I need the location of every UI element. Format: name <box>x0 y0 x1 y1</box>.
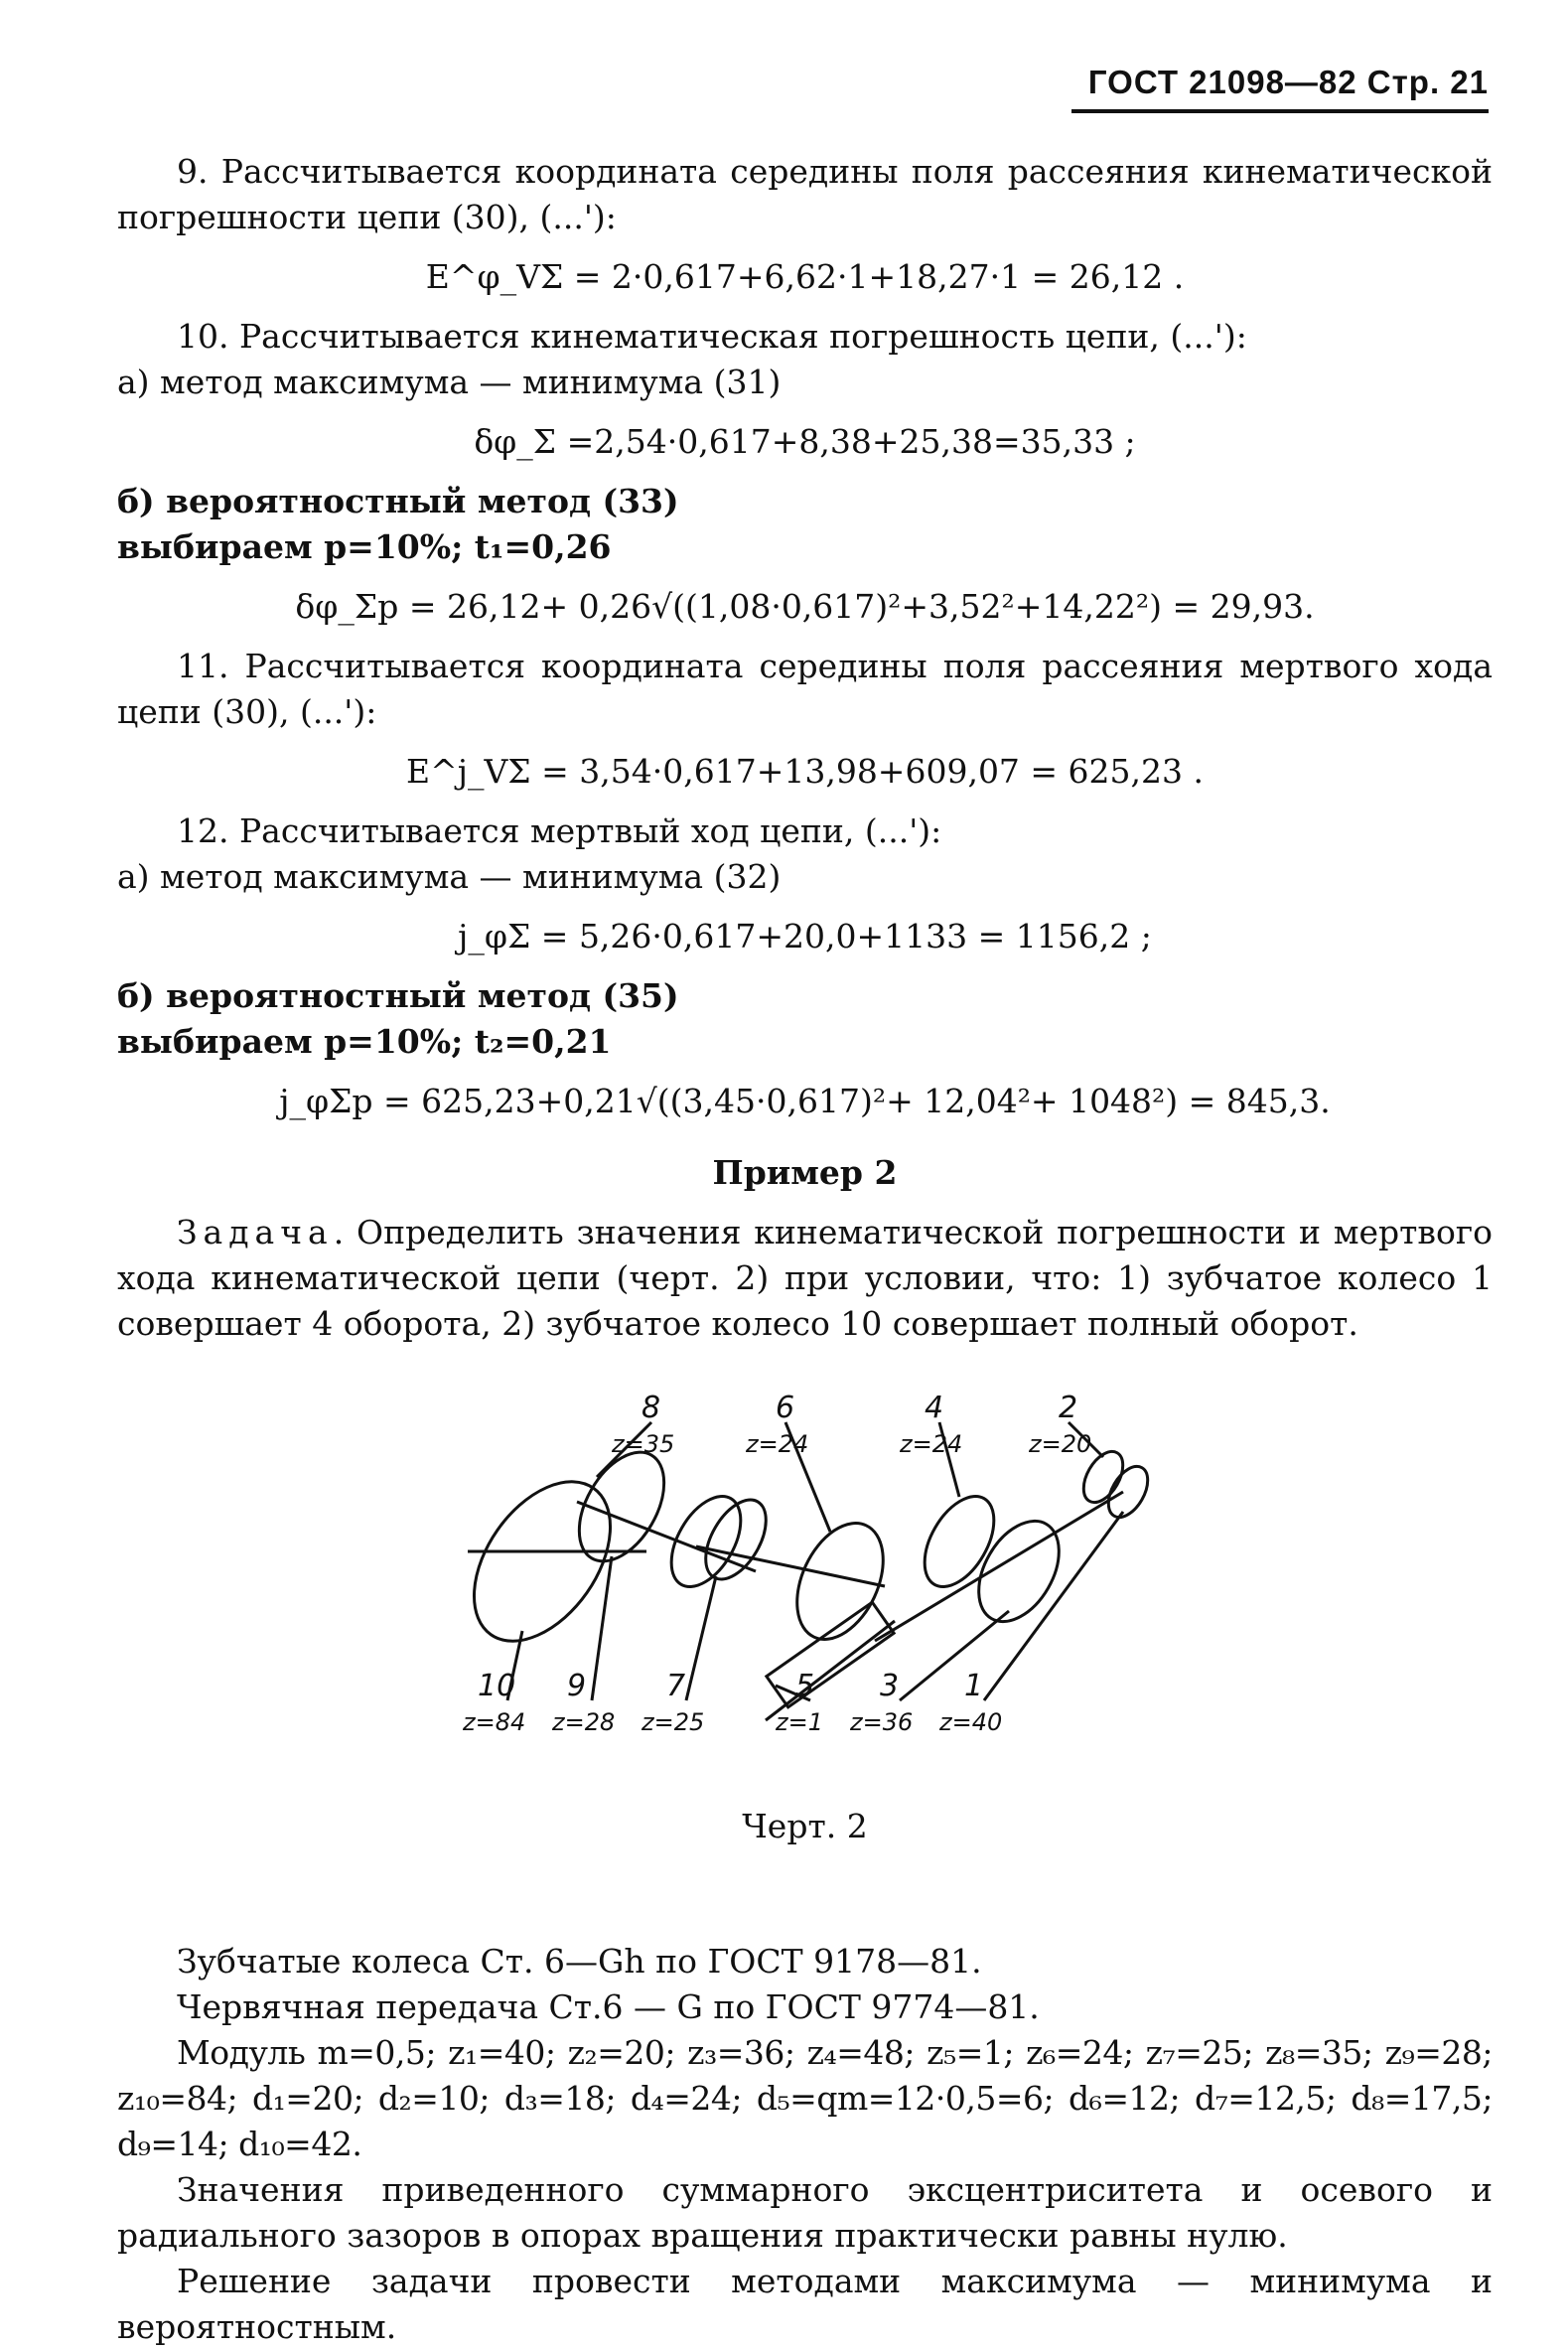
label-z-3: z=36 <box>849 1708 913 1736</box>
section-12-b-choose: выбираем p=10%; t₂=0,21 <box>117 1022 612 1061</box>
task-label: Задача <box>177 1213 334 1251</box>
label-z-1: z=40 <box>938 1708 1002 1736</box>
formula-j-phi-p: j_φΣp = 625,23+0,21√((3,45·0,617)²+ 12,04²+ 1048²) = 845,3. <box>279 1082 1331 1120</box>
gear-train-drawing <box>428 1383 1183 1780</box>
example-task <box>117 1210 1493 1347</box>
shaft-worm <box>766 1621 895 1720</box>
leader-7 <box>686 1576 716 1700</box>
notes-line-3: Модуль m=0,5; z₁=40; z₂=20; z₃=36; z₄=48; z₅=1; z₆=24; z₇=25; z₈=35; z₉=28; z₁₀=84; d₁=20; d₂=10; d₃=18; d₄=24; d₅=qm=12·0,5=6; d₆=12; d₇=12,5; d₈=17,5; d₉=14; d₁₀=42. <box>117 2033 1493 2163</box>
label-num-4: 4 <box>924 1391 943 1425</box>
label-num-9: 9 <box>566 1669 586 1703</box>
formula-e-j: E^j_VΣ = 3,54·0,617+13,98+609,07 = 625,23 . <box>405 752 1205 791</box>
figure-caption: Черт. 2 <box>742 1807 868 1845</box>
section-12-b: б) вероятностный метод (35) <box>117 976 679 1015</box>
example-heading: Пример 2 <box>712 1153 898 1192</box>
page-header: ГОСТ 21098—82 Стр. 21 <box>1087 64 1489 100</box>
header-rule <box>1071 109 1489 113</box>
label-num-3: 3 <box>879 1669 899 1703</box>
gear-3 <box>962 1507 1075 1635</box>
label-num-5: 5 <box>794 1669 814 1703</box>
section-10-a: а) метод максимума — минимума (31) <box>117 363 782 401</box>
label-z-7: z=25 <box>641 1708 704 1736</box>
notes-line-5: Решение задачи провести методами максимума — минимума и вероятностным. <box>117 2262 1493 2346</box>
label-num-2: 2 <box>1058 1391 1077 1425</box>
label-num-8: 8 <box>641 1391 660 1425</box>
label-z-6: z=24 <box>745 1430 808 1458</box>
task-text: . Определить значения кинематической погрешности и мертвого хода кинематической цепи (черт. 2) при условии, что: 1) зубчатое колесо 1 совершает 4 оборота, 2) зубчатое колесо 10 совершает полный оборот. <box>117 1213 1493 1343</box>
gear-1 <box>1100 1460 1156 1524</box>
label-num-7: 7 <box>665 1669 685 1703</box>
section-12-text: 12. Рассчитывается мертвый ход цепи, (...'): <box>177 811 942 850</box>
section-9-text: 9. Рассчитывается координата середины поля рассеяния кинематической погрешности цепи (30), (...'): <box>117 152 1493 236</box>
section-10-b-choose: выбираем p=10%; t₁=0,26 <box>117 527 612 566</box>
notes-line-1: Зубчатые колеса Ст. 6—Gh по ГОСТ 9178—81. <box>177 1942 982 1981</box>
notes-line-2: Червячная передача Ст.6 — G по ГОСТ 9774—81. <box>177 1987 1040 2026</box>
formula-e-phi: E^φ_VΣ = 2·0,617+6,62·1+18,27·1 = 26,12 . <box>425 257 1185 296</box>
document-body <box>117 149 1493 2350</box>
label-z-8: z=35 <box>611 1430 674 1458</box>
label-z-5: z=1 <box>775 1708 823 1736</box>
gear-9 <box>561 1438 681 1576</box>
label-num-10: 10 <box>477 1669 515 1703</box>
section-12-a: а) метод максимума — минимума (32) <box>117 857 782 896</box>
gear-train-figure <box>428 1383 1183 1780</box>
label-num-6: 6 <box>775 1391 794 1425</box>
notes-line-4: Значения приведенного суммарного эксцентриситета и осевого и радиального зазоров в опорах вращения практически равны нулю. <box>117 2170 1493 2255</box>
section-11-text: 11. Рассчитывается координата середины поля рассеяния мертвого хода цепи (30), (...'): <box>117 647 1493 731</box>
leader-1 <box>984 1512 1123 1700</box>
label-z-9: z=28 <box>551 1708 615 1736</box>
label-z-4: z=24 <box>899 1430 962 1458</box>
worm-5 <box>766 1602 893 1707</box>
gear-4 <box>910 1485 1007 1599</box>
label-num-1: 1 <box>963 1669 983 1703</box>
formula-delta-phi: δφ_Σ =2,54·0,617+8,38+25,38=35,33 ; <box>474 422 1136 461</box>
label-z-2: z=20 <box>1028 1430 1091 1458</box>
section-10-text: 10. Рассчитывается кинематическая погрешность цепи, (...'): <box>177 317 1247 356</box>
formula-delta-phi-p: δφ_Σp = 26,12+ 0,26√((1,08·0,617)²+3,52²+14,22²) = 29,93. <box>295 587 1315 626</box>
formula-j-phi: j_φΣ = 5,26·0,617+20,0+1133 = 1156,2 ; <box>458 917 1152 955</box>
section-10-b: б) вероятностный метод (33) <box>117 482 679 520</box>
label-z-10: z=84 <box>462 1708 525 1736</box>
